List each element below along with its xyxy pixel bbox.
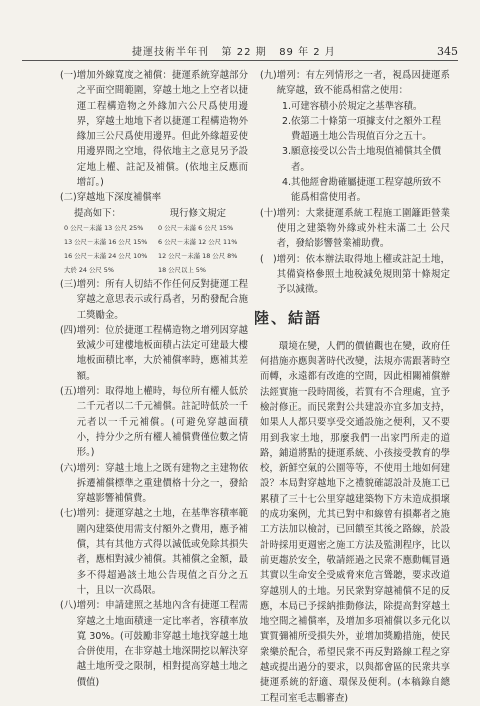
page-header <box>22 40 458 61</box>
list-item <box>60 461 248 507</box>
item-text: 增列：捷運穿越之土地，在基準容積率範圍內建築使用需支付額外之費用，應予補償，其有其他方式得以減低或免除其損失者，應相對減少補償。其補償之金額，最多不得超過該土地公告現值之百分之五十，且以一次爲限。 <box>76 508 248 596</box>
item-label: (六) <box>60 462 77 474</box>
item-label: (十) <box>260 207 277 219</box>
list-item <box>60 277 248 323</box>
ratio-head-right: 現行修文規定 <box>169 207 226 219</box>
item-text: 增列：大衆捷運系統工程施工圍籬距營業使用之建築物外緣或外柱未滿二土 公尺者，發給影響營業補助費。 <box>276 207 450 250</box>
sub-item <box>282 114 450 145</box>
ratio-cell: 6 公尺－未滿 12 公尺 11% <box>158 237 238 246</box>
section-heading: 陸、結語 <box>254 309 323 328</box>
ratio-row <box>64 249 248 263</box>
item-label: (九) <box>260 70 277 81</box>
ratio-table-head <box>74 206 226 221</box>
item-text: 增列：取得地上權時，每位所有權人低於二千元者以二千元補償。註記時低於一千元者以一千元補償。(可避免穿越面積小，持分少之所有權人補償費僅位數之情形。) <box>76 386 248 459</box>
item-text: 穿越地下深度補償率 <box>76 192 162 204</box>
item-text: 增列：有左列情形之一者，視爲因捷運系統穿越，致不能爲相當之使用： <box>276 70 450 97</box>
list-item <box>60 598 248 690</box>
item-text: 增列：穿越土地上之既有建物之主建物依拆遷補償標準之重建價格十分之一，發給穿越影響補償費。 <box>76 462 248 505</box>
page-number: 345 <box>437 45 458 58</box>
sub-item <box>282 175 450 206</box>
sub-item-text: 願意接受以公告土地現值補償其全價者。 <box>290 146 441 173</box>
item-text: 增列：依本辦法取得地上權或註記土地，其備資格參照土地稅減免規則第十條規定予以減徵。 <box>276 253 450 296</box>
sub-item-text: 其他經會勘確屬捷運工程穿越所致不能爲相當使用者。 <box>290 177 441 204</box>
ratio-row <box>64 221 248 235</box>
item-text: 增列：位於捷運工程構造物之增列因穿越致減少可建樓地板面積占法定可建最大樓地板面積比率，大於補償率時，應補其差額。 <box>76 324 248 382</box>
conclusion-paragraph: 環境在變，人們的價値觀也在變，政府任何措施亦應與著時代改變，法規亦需跟著時空而轉，永遠都有改進的空間，因此相關補償辦法經實施一段時間後，若質有不合理處，宜予檢討修正。而民衆對公共建設亦宜多加支持，如果人人都只要享受交通設施之便利，又不要用到我家土地，那麼我們一出家門所走的道路，鋪道將點的捷運系統、小孩接受教育的學校，新鮮空氣的公園等等，不使用土地如何建設？本局對穿越地下之禮貌確認設計及施工已累積了三十七公里穿越建築物下方未造成損壞的成功案例，尤其已對中和線曾有損鄰者之施工方法加以檢討，已回饋至其後之路線，於設計時採用更週密之施工方法及監測程序，比以前更趨於安全，敬請經過之民衆不應動輒冒過其實以生命安全受威脅來危言聳聽，要求改道穿越別人的土地。另民衆對穿越補償不足的反應，本局已予採納推動修法，除提高對穿越土地空間之補償率，及增加多項補償以多元化以實質彌補所受損失外，並增加獎勵措施，使民衆樂於配合，希望民衆不再反對路線工程之穿越或提出過分的要求，以與都會區的民衆共享捷運系統的舒適、環保及便利。(本稿錄自總工程司室毛志鵬審查) <box>260 340 450 704</box>
list-item <box>60 190 248 205</box>
sub-item <box>282 144 450 175</box>
item-label: (二) <box>60 192 77 204</box>
ratio-row <box>64 235 248 249</box>
ratio-cell: 大於 24 公尺 5% <box>64 265 114 274</box>
journal-header <box>132 43 336 58</box>
sub-item-number: 2. <box>282 115 291 127</box>
issue-date: 89 年 2 月 <box>279 47 336 58</box>
item-label: (七) <box>60 508 77 520</box>
item-label: (八) <box>60 600 77 612</box>
list-item <box>60 384 248 460</box>
ratio-cell: 0 公尺－未滿 6 公尺 15% <box>158 223 234 232</box>
left-column <box>60 68 248 690</box>
ratio-row <box>64 263 248 277</box>
list-item <box>260 252 450 298</box>
right-column <box>254 68 450 706</box>
ratio-cell: 0 公尺－未滿 13 公尺 25% <box>64 223 144 232</box>
item-label: (三) <box>60 278 77 290</box>
list-item <box>260 68 450 99</box>
ratio-cell: 13 公尺－未滿 16 公尺 15% <box>64 237 148 246</box>
list-item <box>60 323 248 384</box>
ratio-head-left: 提高如下： <box>74 207 121 219</box>
journal-name: 捷運技術半年刊 <box>132 47 209 58</box>
sub-item-text: 可建容積小於規定之基準容積。 <box>290 100 423 112</box>
item-label: (五) <box>60 386 77 398</box>
item-label: (四) <box>60 324 77 336</box>
sub-list <box>282 99 450 206</box>
ratio-cell: 12 公尺－未滿 18 公尺 8% <box>158 251 238 260</box>
list-item <box>60 506 248 598</box>
item-text: 增列：申請建照之基地內含有捷運工程需穿越之土地面積達一定比率者，容積率放寬 30%。(可鼓勵非穿越土地找穿越土地合併使用，在非穿越土地深開挖以解決穿越土地所受之限制，相對提高穿越土地之價值) <box>76 600 248 688</box>
item-text: 增列：所有人切結不作任何反對捷運工程穿越之意思表示或行爲者，另酌發配合施工獎勵金。 <box>76 278 248 321</box>
ratio-cell: 16 公尺－未滿 24 公尺 10% <box>64 251 148 260</box>
list-item <box>260 206 450 252</box>
item-label: ( ) <box>260 253 277 265</box>
item-label: (一) <box>60 70 77 81</box>
sub-item-number: 1. <box>282 100 291 112</box>
ratio-cell: 18 公尺以上 5% <box>158 265 206 274</box>
sub-item-number: 4. <box>282 177 291 189</box>
list-item <box>60 68 248 190</box>
sub-item-number: 3. <box>282 146 291 158</box>
issue-number: 第 22 期 <box>221 47 267 58</box>
sub-item-text: 依第二十條第一項據支付之額外工程費超過土地公告現值百分之五十。 <box>290 115 441 143</box>
item-text: 增加外線寬度之補償：捷運系統穿越部分之平面空間範圍，穿越土地之上空者以捷運工程構造物之外緣加六公尺爲使用邊界，穿越土地地下者以捷運工程構造物外緣加三公尺爲使用邊界。但此外緣超妥使用邊界間之空地，得依地主之意見另予設定地上權、註記及補償。(依地主反應而增訂。) <box>76 70 248 189</box>
sub-item <box>282 99 450 114</box>
